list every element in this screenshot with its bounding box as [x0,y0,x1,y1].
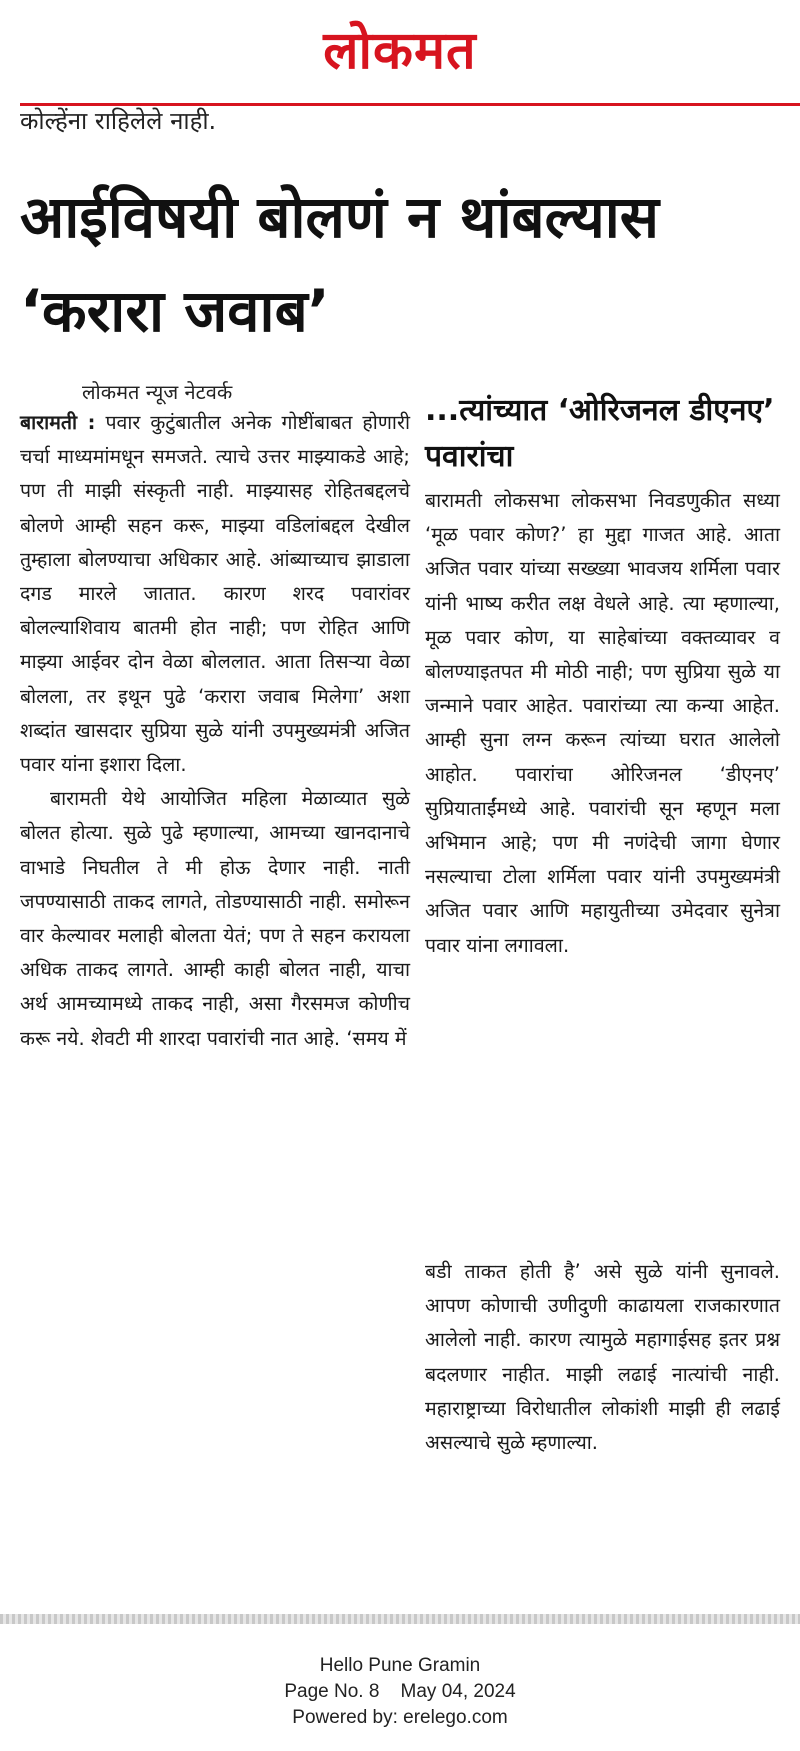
story-paragraph-1-text: पवार कुटुंबातील अनेक गोष्टींबाबत होणारी चर्चा माध्यमांमधून समजते. त्याचे उत्तर माझ्याकडे आहे; पण ती माझी संस्कृती नाही. माझ्यासह रोहितबद्दलचे बोलणे आम्ही सहन करू, माझ्या वडिलांबद्दल देखील तुम्हाला बोलण्याचा अधिकार आहे. आंब्याच्याच झाडाला दगड मारले जातात. कारण शरद पवारांवर बोलल्याशिवाय बातमी होत नाही; पण रोहित आणि माझ्या आईवर दोन वेळा बोललात. आता तिसऱ्या वेळा बोलला, तर इथून पुढे ‘करारा जवाब मिलेगा’ अशा शब्दांत खासदार सुप्रिया सुळे यांनी उपमुख्यमंत्री अजित पवार यांना इशारा दिला. [20,411,410,777]
masthead [0,0,800,100]
byline: लोकमत न्यूज नेटवर्क [82,380,233,404]
sidebar-body: बारामती लोकसभा लोकसभा निवडणुकीत सध्या ‘मूळ पवार कोण?’ हा मुद्दा गाजत आहे. आता अजित पवार यांच्या सख्ख्या भावजय शर्मिला पवार यांनी भाष्य करीत लक्ष वेधले आहे. त्या म्हणाल्या, मूळ पवार कोण, या साहेबांच्या वक्तव्यावर व बोलण्याइतपत मी मोठी नाही; पण सुप्रिया सुळे या जन्माने पवार आहेत. पवारांच्या त्या कन्या आहेत. आम्ही सुना लग्न करून त्यांच्या घरात आलेलो आहोत. पवारांचा ओरिजनल ‘डीएनए’ सुप्रियाताईंमध्ये आहे. पवारांची सून म्हणून मला अभिमान आहे; पण मी नणंदेची जागा घेणार नसल्याचा टोला शर्मिला पवार यांनी उपमुख्यमंत्री अजित पवार आणि महायुतीच्या उमेदवार सुनेत्रा पवार यांना लगावला. [425,489,780,957]
sidebar-column [425,378,780,963]
story-continuation [425,1255,780,1460]
footer-divider [0,1614,800,1624]
story-paragraph-1 [20,406,410,782]
footer [0,1653,800,1731]
story-continuation-text: बडी ताकत होती है’ असे सुळे यांनी सुनावले. आपण कोणाची उणीदुणी काढायला राजकारणात आलेलो नाही. कारण त्यामुळे महागाईसह इतर प्रश्न बदलणार नाहीत. माझी लढाई नात्यांची नाही. महाराष्ट्राच्या विरोधातील लोकांशी माझी ही लढाई असल्याचे सुळे म्हणाल्या. [425,1260,780,1455]
headline: आईविषयी बोलणं न थांबल्यास ‘करारा जवाब’ [20,183,659,345]
dateline: बारामती : [20,411,96,434]
story-paragraph-2: बारामती येथे आयोजित महिला मेळाव्यात सुळे बोलत होत्या. सुळे पुढे म्हणाल्या, आमच्या खानदानाचे वाभाडे निघतील ते मी होऊ देणार नाही. नाती जपण्यासाठी ताकद लागते, तोडण्यासाठी नाही. समोरून वार केल्यावर मलाही बोलता येतं; पण ते सहन करायला अधिक ताकद लागते. आम्ही काही बोलत नाही, याचा अर्थ आमच्यामध्ये ताकद नाही, असा गैरसमज कोणीच करू नये. शेवटी मी शारदा पवारांची नात आहे. ‘समय में [20,787,410,1050]
footer-page: Page No. 8 [284,1681,380,1702]
footer-powered-by: Powered by: erelego.com [292,1707,508,1728]
footer-date: May 04, 2024 [400,1681,516,1702]
main-story-column [20,378,410,1056]
footer-page-date [0,1679,800,1705]
lokmat-logo: लोकमत [323,21,477,81]
footer-publication: Hello Pune Gramin [319,1655,481,1676]
previous-story-tail: कोल्हेंना राहिलेले नाही. [20,107,217,135]
sidebar-title: ...त्यांच्यात ‘ओरिजनल डीएनए’ पवारांचा [425,393,775,474]
